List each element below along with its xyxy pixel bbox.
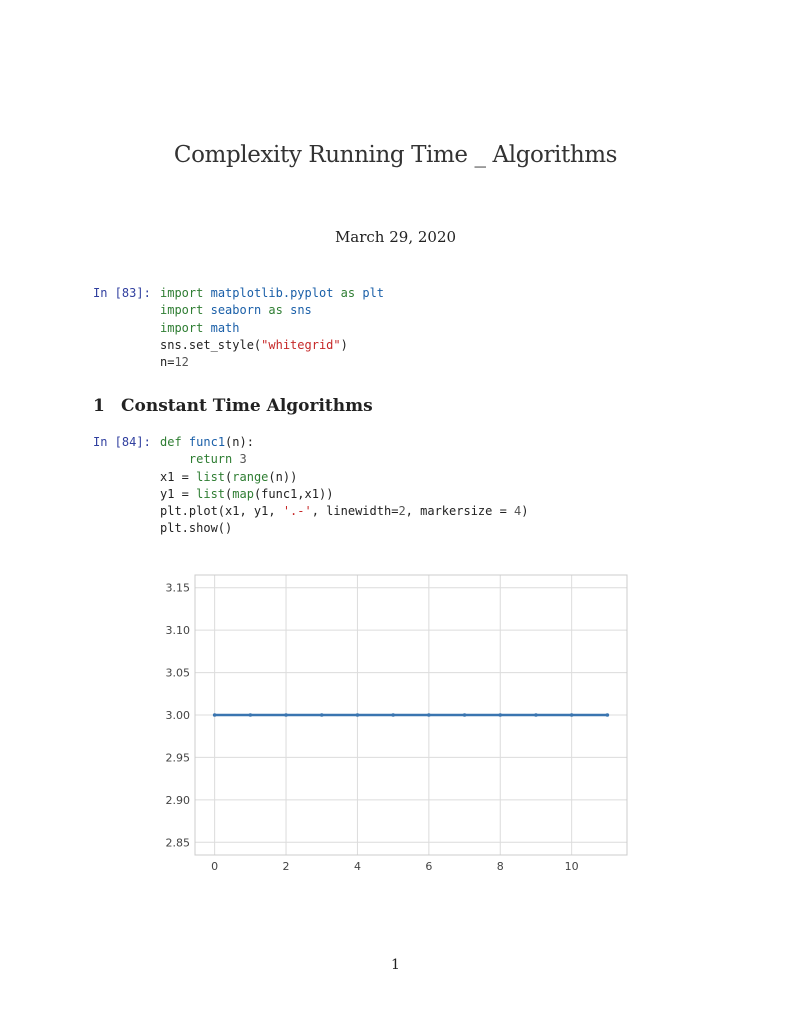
data-point xyxy=(606,713,610,717)
page-number: 1 xyxy=(391,957,400,973)
data-point xyxy=(249,713,253,717)
code-line: plt.show() xyxy=(160,521,233,536)
data-point xyxy=(320,713,324,717)
line-chart xyxy=(150,565,640,875)
code-line: n=12 xyxy=(160,355,189,370)
cell-code[interactable] xyxy=(160,434,529,538)
code-line: def func1(n): xyxy=(160,435,254,449)
x-tick-label: 10 xyxy=(564,860,579,873)
y-tick-label: 3.10 xyxy=(165,624,190,638)
data-point xyxy=(356,713,360,717)
code-line: import seaborn as sns xyxy=(160,303,312,318)
output-plot xyxy=(150,565,640,880)
code-line: return 3 xyxy=(188,452,247,467)
cell-prompt: In [84]: xyxy=(93,435,151,449)
x-tick-label: 4 xyxy=(353,860,361,873)
data-point xyxy=(498,713,502,717)
document-title: Complexity Running Time _ Algorithms xyxy=(173,142,618,168)
code-line: plt.plot(x1, y1, '.-', linewidth=2, markersize = 4) xyxy=(160,504,529,519)
code-cell xyxy=(93,434,529,536)
code-line: y1 = list(map(func1,x1)) xyxy=(160,486,334,501)
data-point xyxy=(284,713,288,717)
y-tick-label: 2.90 xyxy=(165,793,190,807)
x-tick-label: 8 xyxy=(496,860,504,873)
x-tick-label: 6 xyxy=(425,860,433,873)
code-line: import math xyxy=(160,320,240,335)
document-date: March 29, 2020 xyxy=(334,228,457,246)
data-point xyxy=(391,713,395,717)
code-line: import matplotlib.pyplot as plt xyxy=(160,286,385,300)
y-tick-label: 2.85 xyxy=(165,836,190,850)
section-number: 1 xyxy=(93,396,105,416)
data-point xyxy=(570,713,574,717)
code-line: sns.set_style("whitegrid") xyxy=(160,337,348,352)
data-point xyxy=(427,713,431,717)
cell-code[interactable] xyxy=(160,285,384,371)
section-heading xyxy=(93,396,373,416)
cell-prompt: In [83]: xyxy=(93,286,151,300)
data-point xyxy=(463,713,467,717)
data-point xyxy=(213,713,217,717)
data-point xyxy=(534,713,538,717)
y-tick-label: 3.00 xyxy=(165,709,190,722)
x-tick-label: 0 xyxy=(211,860,219,873)
section-title: Constant Time Algorithms xyxy=(121,396,373,416)
code-line: x1 = list(range(n)) xyxy=(160,469,298,484)
y-tick-label: 3.05 xyxy=(165,666,190,680)
code-cell xyxy=(93,285,385,370)
x-tick-label: 2 xyxy=(282,860,290,873)
y-tick-label: 3.15 xyxy=(165,581,190,595)
y-tick-label: 2.95 xyxy=(165,751,190,765)
